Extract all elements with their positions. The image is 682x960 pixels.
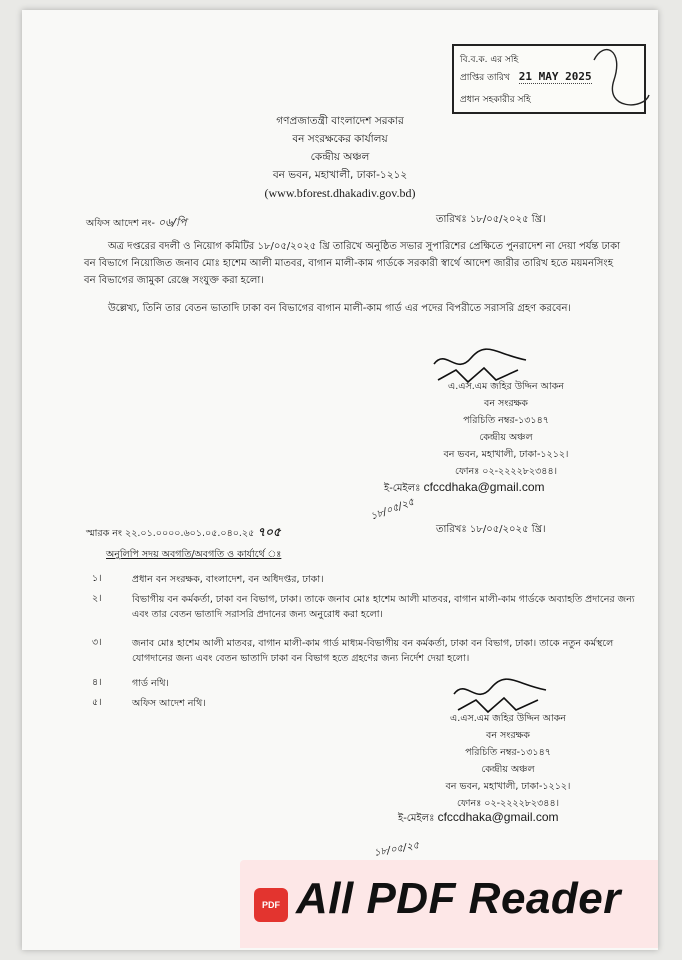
- copy-item-text: প্রধান বন সংরক্ষক, বাংলাদেশ, বন অধিদপ্তর, ঢাকা।: [132, 574, 324, 585]
- document-page: [22, 10, 658, 950]
- header-line-2: বন সংরক্ষকের কার্যালয়: [292, 133, 388, 145]
- app-watermark-banner: [240, 860, 658, 948]
- receipt-stamp: [452, 44, 646, 114]
- copy-item-text: অফিস আদেশ নথি।: [132, 698, 206, 709]
- stamp-date-label: প্রাপ্তির তারিখ: [460, 73, 510, 83]
- banner-title: All PDF Reader: [296, 874, 621, 923]
- signatory-phone: ফোনঃ ০২-২২২২৮২৩৪৪।: [456, 798, 560, 809]
- order-number-label: অফিস আদেশ নং-: [86, 218, 155, 229]
- initial-mark-2: ১৮/০৫/২৫: [373, 840, 421, 859]
- header-line-4: বন ভবন, মহাখালী, ঢাকা-১২১২: [272, 169, 408, 181]
- stamp-line-2: [460, 70, 592, 85]
- copy-item-text: গার্ড নথি।: [132, 678, 169, 689]
- order-number-value: ০৬/পি: [157, 216, 187, 229]
- signatory-name: এ.এস.এম জহির উদ্দিন আকন: [450, 713, 566, 724]
- initial-mark-1: ১৮/০৫/২৫: [369, 496, 416, 523]
- header-line-1: গণপ্রজাতন্ত্রী বাংলাদেশ সরকার: [276, 115, 404, 127]
- stamp-signature-mark: [574, 40, 654, 120]
- signatory-name: এ.এস.এম জহির উদ্দিন আকন: [448, 381, 564, 392]
- memo-number-suffix: ৭০৫: [257, 525, 281, 539]
- signature-block-1: [416, 378, 596, 480]
- signatory-title: বন সংরক্ষক: [484, 398, 528, 409]
- pdf-icon: PDF: [254, 888, 288, 922]
- signatory-zone: কেন্দ্রীয় অঞ্চল: [481, 764, 535, 775]
- signatory-phone: ফোনঃ ০২-২২২২৮২৩৪৪।: [454, 466, 558, 477]
- signatory-title: বন সংরক্ষক: [486, 730, 530, 741]
- header-line-3: কেন্দ্রীয় অঞ্চল: [310, 151, 370, 163]
- memo-number-main: স্মারক নং ২২.০১.০০০০.৬০১.০৫.০৪০.২৫: [86, 528, 255, 539]
- signatory-address: বন ভবন, মহাখালী, ঢাকা-১২১২।: [445, 781, 571, 792]
- email-value: cfccdhaka@gmail.com: [423, 480, 545, 494]
- copy-item-number: ১।: [92, 573, 102, 584]
- order-number: [86, 214, 187, 233]
- signature-block-2: [418, 710, 598, 812]
- copy-item-number: ৫।: [92, 697, 102, 708]
- signatory-id: পরিচিতি নম্বর-১৩১৪৭: [465, 747, 551, 758]
- email-value: cfccdhaka@gmail.com: [437, 810, 559, 824]
- order-paragraph-1: অত্র দপ্তরের বদলী ও নিয়োগ কমিটির ১৮/০৫/২০২৫ খ্রি তারিখে অনুষ্ঠিত সভার সুপারিশের প্রেক্ষিতে পুনরাদেশ না দেয়া পর্যন্ত ঢাকা বন বিভাগে নিয়োজিত জনাব মোঃ হাশেম আলী মাতবর, বাগান মালী-কাম গার্ডকে সরকারী স্বার্থে আদেশ জারীর তারিখ হতে ময়মনসিংহ বন বিভাগের জামুকা রেঞ্জে সংযুক্ত করা হলো।: [84, 241, 621, 286]
- copy-item-number: ৪।: [92, 677, 102, 688]
- copy-item-number: ২।: [92, 593, 102, 604]
- copy-item-text: জনাব মোঃ হাশেম আলী মাতবর, বাগান মালী-কাম গার্ড মাধ্যম-বিভাগীয় বন কর্মকর্তা, ঢাকা বন বিভাগ, ঢাকা। তাকে নতুন কর্মস্থলে যোগদানের জন্য এবং বেতন ভাতাদি ঢাকা বন বিভাগ হতে গ্রহণের জন্য নির্দেশ দেয়া হলো।: [132, 638, 614, 664]
- email-label: ই-মেইলঃ: [384, 483, 421, 494]
- stamp-date-value: 21 MAY 2025: [518, 70, 592, 83]
- signatory-address: বন ভবন, মহাখালী, ঢাকা-১২১২।: [443, 449, 569, 460]
- stamp-line-1: বি.ব.ক. এর সহি: [460, 55, 519, 65]
- email-label: ই-মেইলঃ: [398, 813, 435, 824]
- header-website: (www.bforest.dhakadiv.gov.bd): [264, 186, 416, 200]
- copy-heading: অনুলিপি সদয় অবগতি/অবগতি ও কার্যার্থে ঃ: [106, 549, 282, 560]
- signatory-id: পরিচিতি নম্বর-১৩১৪৭: [463, 415, 549, 426]
- stamp-line-3: প্রধান সহকারীর সহি: [460, 95, 531, 105]
- order-paragraph-2: উল্লেখ্য, তিনি তার বেতন ভাতাদি ঢাকা বন বিভাগের বাগান মালী-কাম গার্ড এর পদের বিপরীতে সরাসরি গ্রহণ করবেন।: [108, 303, 572, 314]
- copy-item-text: বিভাগীয় বন কর্মকর্তা, ঢাকা বন বিভাগ, ঢাকা। তাকে জনাব মোঃ হাশেম আলী মাতবর, বাগান মালী-কাম গার্ডকে অব্যাহতি প্রদানের জন্য এবং তার বেতন ভাতাদি সরাসরি প্রদানের জন্য অনুরোধ করা হলো।: [132, 594, 635, 620]
- order-date: তারিখঃ ১৮/০৫/২০২৫ খ্রি।: [436, 214, 546, 225]
- copy-item-number: ৩।: [92, 637, 102, 648]
- memo-number: [86, 524, 281, 544]
- signatory-email-2: [398, 810, 558, 828]
- signatory-zone: কেন্দ্রীয় অঞ্চল: [479, 432, 533, 443]
- memo-date: তারিখঃ ১৮/০৫/২০২৫ খ্রি।: [436, 524, 546, 535]
